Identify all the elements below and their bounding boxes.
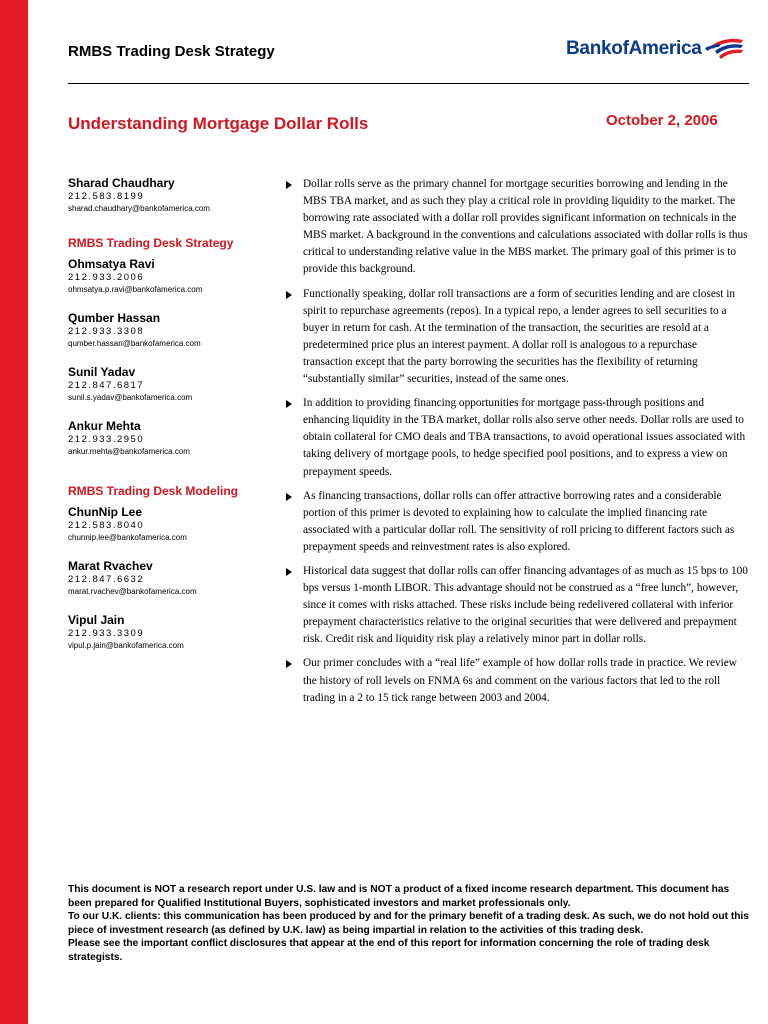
header-divider [68,83,749,84]
bullet-text: Historical data suggest that dollar rolls can offer financing advantages of as much as 15 bps to 100 bps versus 1-month LIBOR. This advantage should not be construed as a “free lunch”, however, since it comes with risks attached. These risks include being redelivered collateral with inferior prepayment characteristics relative to the original securities that were delivered and prepayment risk. Credit risk and liquidity risk play a relatively minor part in dollar rolls. [303,564,748,646]
author-phone: 212.933.3308 [68,326,145,337]
author-email[interactable]: vipul.p.jain@bankofamerica.com [68,641,184,650]
bullet-arrow-icon [286,493,292,501]
left-accent-bar [0,0,28,1024]
author-name: Sharad Chaudhary [68,176,175,190]
header-title: RMBS Trading Desk Strategy [68,43,275,60]
author-block [68,419,268,458]
modeling-section-heading: RMBS Trading Desk Modeling [68,484,239,498]
author-phone: 212.933.2006 [68,272,145,283]
logo-wordmark: BankofAmerica [566,38,702,59]
author-phone: 212.583.8040 [68,520,145,531]
author-email[interactable]: marat.rvachev@bankofamerica.com [68,587,197,596]
document-title: Understanding Mortgage Dollar Rolls [68,114,369,133]
author-name: Qumber Hassan [68,311,161,325]
bullet-arrow-icon [286,181,292,189]
author-block [68,505,268,544]
author-email[interactable]: qumber.hassan@bankofamerica.com [68,339,201,348]
author-phone: 212.847.6632 [68,574,145,585]
author-name: Ohmsatya Ravi [68,257,155,271]
author-block [68,365,268,404]
flag-icon [705,38,745,60]
disclaimer-line: To our U.K. clients: this communication has been produced by and for the primary benefit of a trading desk. As such, we do not hold out this piece of investment research (as defined by U.K. law) as being impartial in relation to the activities of this trading desk. [68,911,749,936]
author-phone: 212.847.6817 [68,380,145,391]
author-name: ChunNip Lee [68,505,142,519]
bullet-arrow-icon [286,400,292,408]
author-name: Marat Rvachev [68,559,153,573]
bullet-paragraph [286,395,749,480]
bullet-arrow-icon [286,291,292,299]
author-phone: 212.933.2950 [68,434,145,445]
author-sidebar [68,176,268,652]
document-date: October 2, 2006 [606,112,718,129]
summary-bullets [286,176,749,707]
bullet-paragraph [286,488,749,556]
author-block [68,176,268,215]
author-block [68,613,268,652]
bullet-text: As financing transactions, dollar rolls can offer attractive borrowing rates and a considerable portion of this primer is devoted to explaining how to calculate the implied financing rate associated with a particular dollar roll. The sensitivity of roll pricing to different factors such as prepayment speeds and reinvestment rates is also explored. [303,489,735,553]
author-name: Vipul Jain [68,613,125,627]
bullet-paragraph [286,286,749,389]
bullet-text: Dollar rolls serve as the primary channel for mortgage securities borrowing and lending in the MBS TBA market, and as such they play a critical role in providing liquidity to the market. The borrowing rate associated with a dollar roll provides significant information on technicals in the MBS market. A background in the conventions and calculations associated with dollar rolls is thus critical to understanding relative value in the MBS market. The primary goal of this primer is to provide this background. [303,178,748,276]
disclaimer-line: Please see the important conflict disclosures that appear at the end of this report for information concerning the role of trading desk strategists. [68,938,710,963]
author-email[interactable]: ohmsatya.p.ravi@bankofamerica.com [68,285,203,294]
author-email[interactable]: sunil.s.yadav@bankofamerica.com [68,393,193,402]
bullet-arrow-icon [286,660,292,668]
author-phone: 212.583.8199 [68,191,145,202]
author-email[interactable]: chunnip.lee@bankofamerica.com [68,533,187,542]
bullet-paragraph [286,563,749,648]
author-name: Ankur Mehta [68,419,141,433]
legal-disclaimer [68,883,752,965]
author-block [68,257,268,296]
bullet-text: Our primer concludes with a “real life” example of how dollar rolls trade in practice. We review the history of roll levels on FNMA 6s and comment on the various factors that led to the roll trading in a 2 to 15 tick range between 2003 and 2004. [303,657,737,704]
author-block [68,311,268,350]
author-phone: 212.933.3309 [68,628,145,639]
bullet-arrow-icon [286,568,292,576]
bullet-text: Functionally speaking, dollar roll transactions are a form of securities lending and are closest in spirit to repurchase agreements (repos). In a typical repo, a lender agrees to sell securities to a buyer in return for cash. At the termination of the transaction, the securities are resold at a predetermined price plus an interest payment. A dollar roll is analogous to a repurchase transaction except that the party borrowing the securities has the flexibility of returning “substantially similar” securities, instead of the same ones. [303,287,735,386]
strategy-section-heading: RMBS Trading Desk Strategy [68,236,234,250]
bullet-text: In addition to providing financing opportunities for mortgage pass-through positions and enhancing liquidity in the TBA market, dollar rolls also serve other needs. Dollar rolls are used to obtain collateral for CMO deals and TBA transactions, to avoid operational issues associated with taking delivery of mortgage pools, to hedge specified pool positions, and to express a view on prepayment speeds. [303,397,746,478]
author-block [68,559,268,598]
disclaimer-line: This document is NOT a research report under U.S. law and is NOT a product of a fixed income research department. This document has been prepared for Qualified Institutional Buyers, sophisticated investors and market professionals only. [68,884,730,909]
bullet-paragraph [286,176,749,279]
author-email[interactable]: ankur.mehta@bankofamerica.com [68,447,190,456]
bank-logo [566,33,745,65]
author-email[interactable]: sharad.chaudhary@bankofamerica.com [68,204,210,213]
bullet-paragraph [286,655,749,706]
author-name: Sunil Yadav [68,365,136,379]
